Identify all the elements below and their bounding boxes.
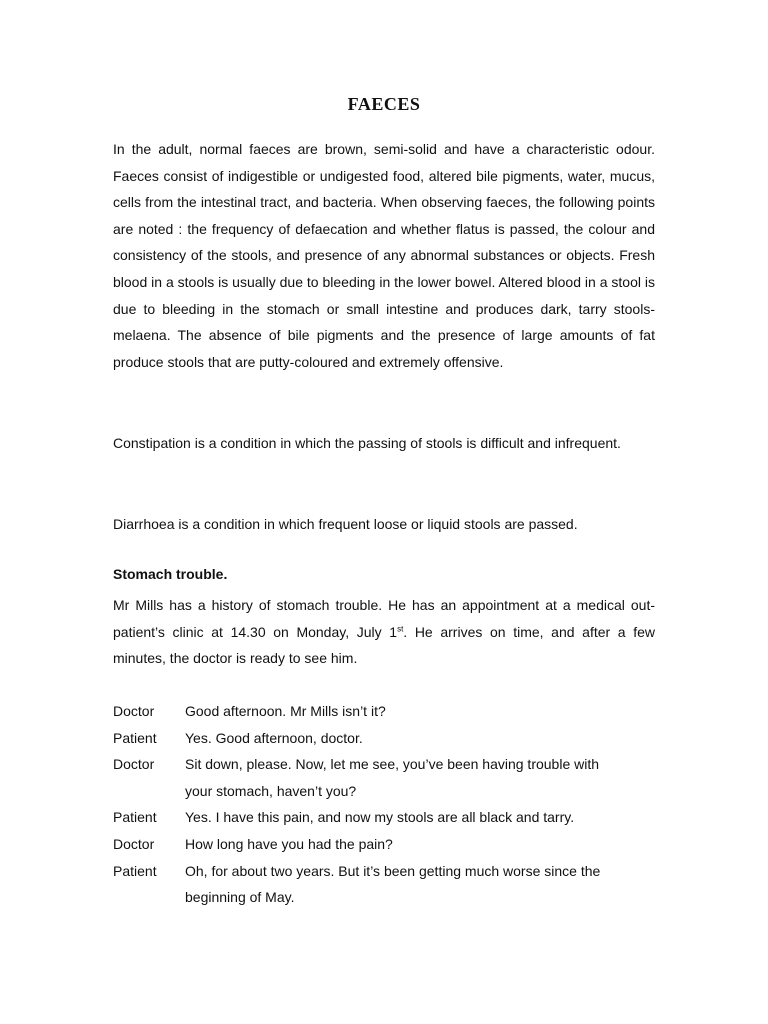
dialogue-speech-multiline — [185, 858, 673, 911]
dialogue-speaker: Patient — [113, 729, 157, 746]
paragraph-faeces-description: In the adult, normal faeces are brown, semi-solid and have a characteristic odour. Faeces consist of indigestible or undigested food, altered bile pigments, water, mucus, cells from the intestinal tract, and bacteria. When observing faeces, the following points are noted : the frequency of defaecation and whether flatus is passed, the colour and consistency of the stools, and presence of any abnormal substances or objects. Fresh blood in a stools is usually due to bleeding in the lower bowel. Altered blood in a stool is due to bleeding in the stomach or small intestine and produces dark, tarry stools-melaena. The absence of bile pigments and the presence of large amounts of fat produce stools that are putty-coloured and extremely offensive. — [113, 141, 655, 370]
dialogue-speaker: Patient — [113, 862, 157, 879]
dialogue-speech: How long have you had the pain? — [185, 835, 393, 852]
date-ordinal-suffix: st — [397, 623, 404, 633]
dialogue-speaker: Patient — [113, 809, 157, 826]
dialogue-line — [113, 751, 673, 804]
dialogue-speech-line-2: beginning of May. — [185, 889, 295, 906]
dialogue-line — [113, 831, 673, 858]
paragraph-diarrhoea: Diarrhoea is a condition in which frequent loose or liquid stools are passed. — [113, 516, 578, 532]
paragraph-constipation: Constipation is a condition in which the passing of stools is difficult and infrequent. — [113, 435, 621, 451]
dialogue-speech: Yes. Good afternoon, doctor. — [185, 729, 363, 746]
intro-text-end: . He arrives on time, and after a few minutes, the doctor is ready to see him. — [113, 623, 656, 667]
dialogue-line — [113, 804, 673, 831]
intro-text-start: Mr Mills has a history of stomach trouble. He has an appointment at a medical out-patient’s clinic at 14.30 on Monday, July 1 — [113, 597, 655, 640]
dialogue-line — [113, 725, 673, 752]
dialogue-line — [113, 858, 673, 911]
dialogue-speech: Good afternoon. Mr Mills isn’t it? — [185, 703, 386, 719]
page-title: FAECES — [347, 94, 421, 114]
dialogue-speech-line-1: Oh, for about two years. But it’s been getting much worse since the — [185, 862, 601, 879]
dialogue-speech-line-2: your stomach, haven’t you? — [185, 782, 357, 799]
dialogue-speech: Yes. I have this pain, and now my stools are all black and tarry. — [185, 809, 575, 826]
dialogue-line — [113, 698, 673, 725]
dialogue — [113, 698, 673, 911]
dialogue-speech-multiline — [185, 751, 673, 804]
dialogue-speaker: Doctor — [113, 703, 155, 719]
section-heading: Stomach trouble. — [113, 566, 228, 582]
dialogue-speaker: Doctor — [113, 835, 155, 852]
paragraph-intro — [113, 592, 655, 672]
dialogue-speaker: Doctor — [113, 756, 155, 773]
dialogue-speech-line-1: Sit down, please. Now, let me see, you’ve been having trouble with — [185, 756, 600, 773]
